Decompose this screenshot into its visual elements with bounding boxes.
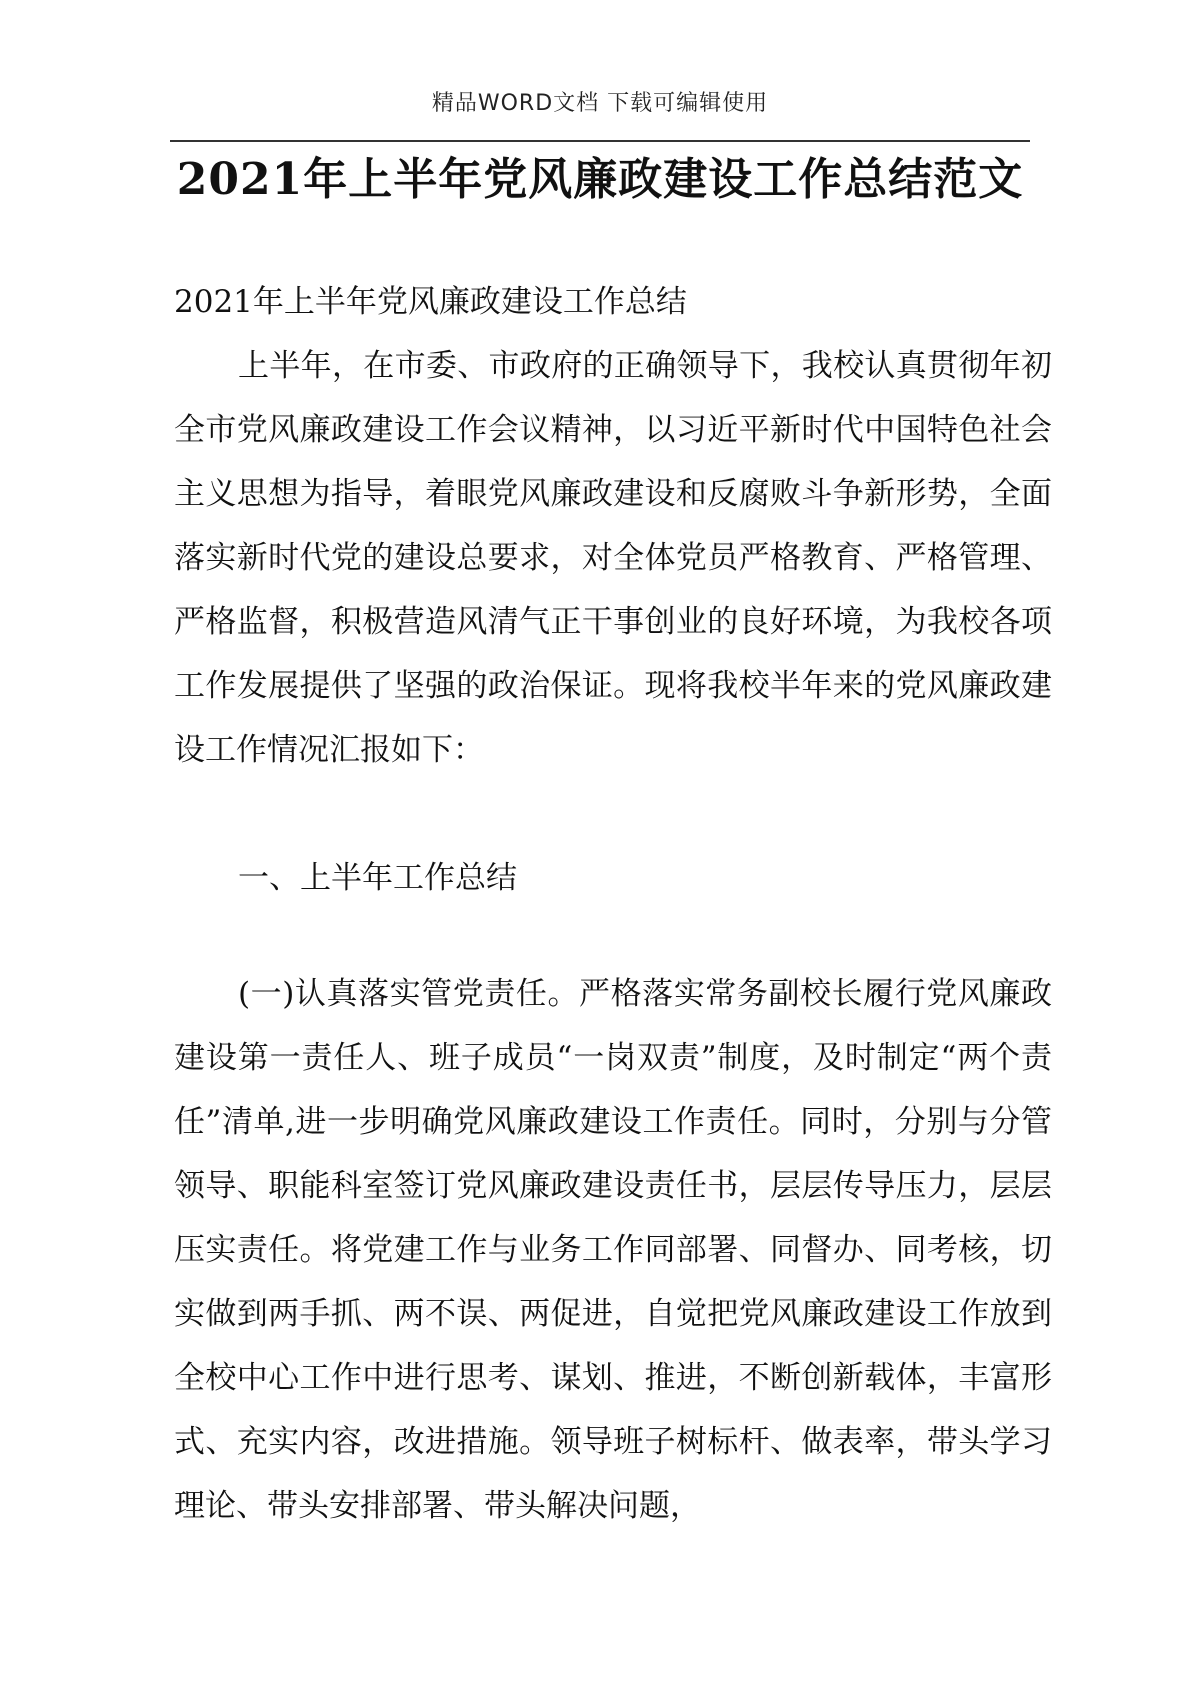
header-note: 精品WORD文档 下载可编辑使用: [431, 91, 769, 116]
intro-paragraph: 上半年，在市委、市政府的正确领导下，我校认真贯彻年初全市党风廉政建设工作会议精神，以习近平新时代中国特色社会主义思想为指导，着眼党风廉政建设和反腐败斗争新形势，全面落实新时代党的建设总要求，对全体党员严格教育、严格管理、严格监督，积极营造风清气正干事创业的良好环境，为我校各项工作发展提供了坚强的政治保证。现将我校半年来的党风廉政建设工作情况汇报如下：: [174, 348, 1052, 768]
document-subtitle: 2021年上半年党风廉政建设工作总结: [174, 284, 687, 320]
item-paragraph: (一)认真落实管党责任。严格落实常务副校长履行党风廉政建设第一责任人、班子成员“一岗双责”制度，及时制定“两个责任”清单,进一步明确党风廉政建设工作责任。同时，分别与分管领导、职能科室签订党风廉政建设责任书，层层传导压力，层层压实责任。将党建工作与业务工作同部署、同督办、同考核，切实做到两手抓、两不误、两促进，自觉把党风廉政建设工作放到全校中心工作中进行思考、谋划、推进，不断创新载体，丰富形式、充实内容，改进措施。领导班子树标杆、做表率，带头学习理论、带头安排部署、带头解决问题，: [174, 976, 1052, 1524]
section-heading: 一、上半年工作总结: [238, 860, 517, 896]
document-title: 2021年上半年党风廉政建设工作总结范文: [176, 154, 1024, 205]
header-divider: [170, 140, 1030, 142]
